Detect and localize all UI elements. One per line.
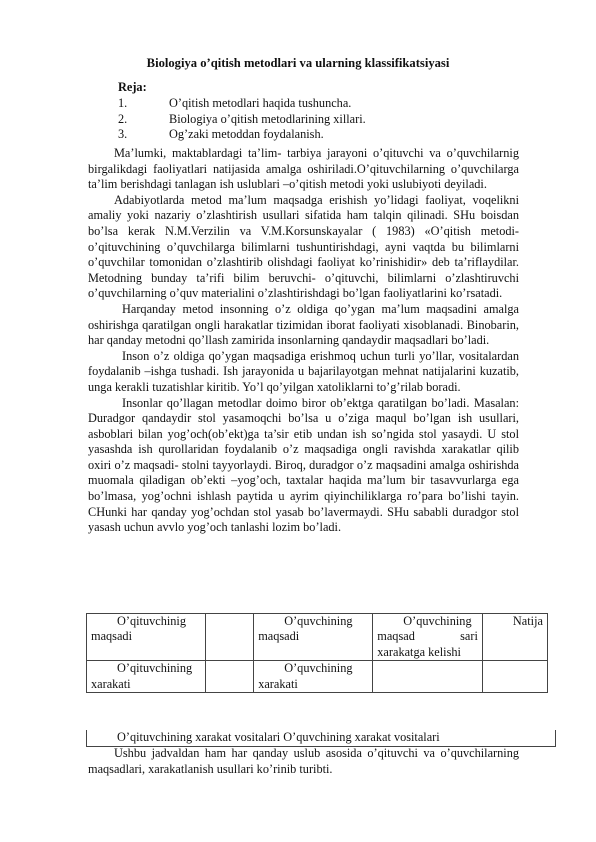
plan-item-number: 2.	[118, 111, 128, 126]
paragraph: Ma’lumki, maktablardagi ta’lim- tarbiya jarayoni o’qituvchi va o’quvchilarnig birgalikdagi faoliyatlari natijasida amalga oshiriladi.O’qituvchilarning o’quvchilarga ta’lim berishdagi tanlagan ish uslublari –o’qitish metodi yoki uslubiyoti deyiladi.	[88, 146, 519, 192]
table-row	[87, 614, 548, 661]
plan-item-number: 1.	[118, 96, 128, 110]
table-row	[87, 661, 548, 693]
plan-list	[118, 96, 366, 143]
table-cell	[373, 661, 483, 693]
plan-item	[118, 112, 366, 128]
plan-item	[118, 96, 366, 112]
paragraph: Adabiyotlarda metod ma’lum maqsadga erishish yo’lidagi faoliyat, voqelikni amaliy yoki nazariy o’zlashtirish usullari sifatida ham talqin qilinadi. SHu boisdan bo’lsa kerak N.M.Verzilin va V.M.Korsunskayalar ( 1983) «O’qitish metodi- o’qituvchining o’quvchilarga bilimlarni tushuntirishdagi, ayni vaqtda bu bilimlarni o’quvchilar tomonidan o’zlashtirib olishdagi faoliyat ko’rinishidir» deb ta’riflaydilar. Metodning bunday ta’rifi bilim beruvchi- o’qituvchi, bilimlarni o’zlashtiruvchi o’quvchilarning o’quv materialini o’zlashtirishdagi bo’lgan faoliyatlarini ko’rsatadi.	[88, 192, 519, 301]
table-caption: O’qituvchining xarakat vositalari O’quvchining xarakat vositalari	[86, 730, 556, 747]
closing-paragraph: Ushbu jadvaldan ham har qanday uslub asosida o’qituvchi va o’quvchilarning maqsadlari, xarakatlanish usullari ko’rinib turibti.	[88, 746, 519, 776]
plan-heading: Reja:	[118, 80, 147, 94]
plan-item-text: Og’zaki metoddan foydalanish.	[169, 127, 324, 142]
paragraph: Insonlar qo’llagan metodlar doimo biror ob’ektga qaratilgan bo’ladi. Masalan: Duradgor qandaydir stol yasamoqchi bo’lsa u o’ziga maqul bo’lgan ish usullari, asboblari bilan yog’och(ob’ekt)ga ta’sir etib undan ish so’ngida stol yasaydi. U stol yasashda ish qurollaridan foydalanib o’z maqsadiga ongli ravishda xarakatlar qilib oxiri o’z maqsadi- stolni tayyorlaydi. Biroq, duradgor o’z maqsadini amalga oshirishda muomala qiladigan ob’ekti –yog’och, taxtalar haqida ma’lum bir tasavvurlarga ega bo’lmasa, yog’ochni ishlash paytida u ayrim qiyinchiliklarga ro’para bo’lishi tayin. CHunki har qanday yog’ochdan stol yasab bo’lavermaydi. SHu sababli duradgor stol yasash uchun avvlo yog’och tanlashi lozim bo’ladi.	[88, 395, 519, 535]
paragraph: Inson o’z oldiga qo’ygan maqsadiga erishmoq uchun turli yo’llar, vositalardan foydalanib –ishga tushadi. Ish jarayonida u bajarilayotgan mehnat natijalarini kuzatib, unga kerakli tuzatishlar kiritib. Yo’l qo’yilgan xatoliklarni to’g’rilab boradi.	[88, 348, 519, 394]
table-cell: O’quvchining maqsad sari xarakatga kelishi	[373, 614, 483, 661]
table-cell: O’quvchining xarakati	[254, 661, 373, 693]
table-cell: O’qituvchinig maqsadi	[87, 614, 206, 661]
plan-item-text: O’qitish metodlari haqida tushuncha.	[169, 96, 352, 110]
plan-item	[118, 127, 366, 143]
body-text	[88, 146, 519, 536]
table-cell	[206, 614, 254, 661]
table-cell: Natija	[482, 614, 547, 661]
table-cell	[482, 661, 547, 693]
plan-item-text: Biologiya o’qitish metodlarining xillari.	[169, 111, 366, 126]
document-title: Biologiya o’qitish metodlari va ularning klassifikatsiyasi	[146, 56, 450, 70]
method-table	[86, 613, 548, 693]
table-cell: O’quvchining maqsadi	[254, 614, 373, 661]
plan-item-number: 3.	[118, 127, 128, 142]
table-cell: O’qituvchining xarakati	[87, 661, 206, 693]
paragraph: Harqanday metod insonning o’z oldiga qo’ygan ma’lum maqsadini amalga oshirishga qaratilgan ongli harakatlar tizimidan iborat faoliyati xisoblanadi. Binobarin, har qanday metodni qo’llash zamirida insonlarning qandaydir maqsadlari bo’ladi.	[88, 301, 519, 348]
table-cell	[206, 661, 254, 693]
